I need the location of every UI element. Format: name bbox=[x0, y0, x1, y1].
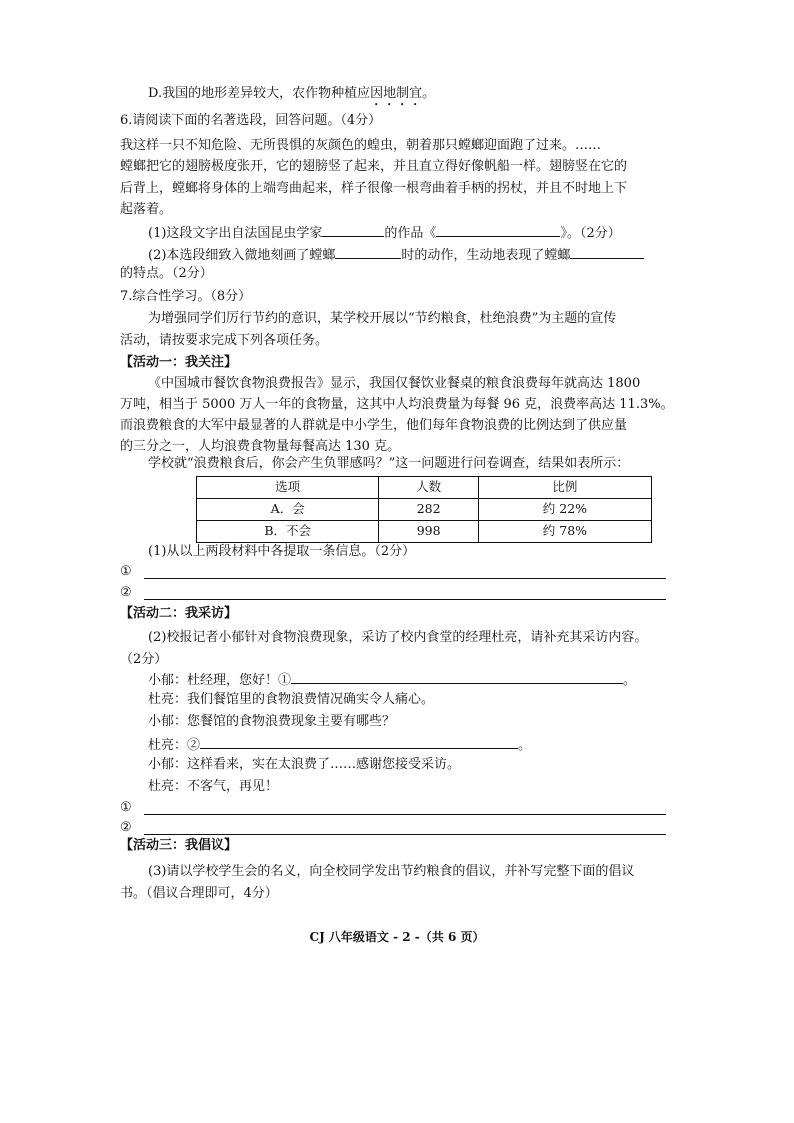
table-header: 人数 bbox=[379, 477, 478, 499]
answer-blank-action[interactable] bbox=[335, 245, 401, 259]
table-row bbox=[197, 499, 652, 521]
answer-line-3[interactable]: ① bbox=[120, 800, 140, 817]
q6-title: 6.请阅读下面的名著选段，回答问题。（4分） bbox=[120, 113, 382, 128]
q6-sub2-cont: 的特点。（2分） bbox=[120, 266, 213, 281]
q6-passage-line: 我这样一只不知危险、无所畏惧的灰颜色的蝗虫，朝着那只螳螂迎面跑了过来。…… bbox=[120, 138, 602, 153]
survey-intro: 学校就“浪费粮食后，你会产生负罪感吗？”这一问题进行问卷调查，结果如表所示： bbox=[148, 456, 630, 471]
table-header-row bbox=[197, 477, 652, 499]
answer-blank-dialog-1[interactable] bbox=[291, 670, 623, 684]
task-three-cont: 书。（倡议合理即可，4分） bbox=[120, 886, 278, 901]
task-one: (1)从以上两段材料中各提取一条信息。（2分） bbox=[148, 544, 416, 559]
activity-two-heading: 【活动二：我采访】 bbox=[120, 606, 238, 621]
table-cell: 282 bbox=[379, 499, 478, 521]
material-line: 而浪费粮食的大军中最显著的人群就是中小学生，他们每年食物浪费的比例达到了供应量 bbox=[120, 418, 628, 433]
table-row bbox=[197, 521, 652, 543]
table-cell: B．不会 bbox=[197, 521, 379, 543]
dialog-line: 小郁：杜经理，您好！① 。 bbox=[148, 670, 636, 690]
q7-intro-line: 活动，请按要求完成下列各项任务。 bbox=[120, 333, 329, 348]
dialog-line: 杜亮：我们餐馆里的食物浪费情况确实令人痛心。 bbox=[148, 692, 435, 707]
task-three: (3)请以学校学生会的名义，向全校同学发出节约粮食的倡议，并补写完整下面的倡议 bbox=[148, 864, 635, 879]
activity-one-heading: 【活动一：我关注】 bbox=[120, 355, 238, 370]
material-line: 的三分之一，人均浪费食物量每餐高达 130 克。 bbox=[120, 439, 401, 454]
survey-table bbox=[196, 476, 652, 543]
task-two: (2)校报记者小郁针对食物浪费现象，采访了校内食堂的经理杜亮，请补充其采访内容。 bbox=[148, 630, 648, 645]
q6-sub2: (2)本选段细致入微地刻画了螳螂 时的动作，生动地表现了螳螂 bbox=[148, 245, 644, 265]
table-header: 比例 bbox=[478, 477, 651, 499]
answer-blank-book[interactable] bbox=[436, 223, 560, 237]
material-line: 万吨，相当于 5000 万人一年的食物量，这其中人均浪费量为每餐 96 克，浪费率高达 11.3%。 bbox=[120, 397, 674, 412]
table-cell: 998 bbox=[379, 521, 478, 543]
answer-blank-trait[interactable] bbox=[570, 245, 644, 259]
q7-title: 7.综合性学习。（8分） bbox=[120, 289, 252, 304]
q5-option-d: D.我国的地形差异较大，农作物种植应因地制宜。 bbox=[148, 86, 436, 101]
material-line: 《中国城市餐饮食物浪费报告》显示，我国仅餐饮业餐桌的粮食浪费每年就高达 1800 bbox=[148, 376, 641, 391]
q6-passage-line: 后背上，螳螂将身体的上端弯曲起来，样子很像一根弯曲着手柄的拐杖，并且不时地上下 bbox=[120, 181, 628, 196]
dialog-line: 小郁：这样看来，实在太浪费了……感谢您接受采访。 bbox=[148, 757, 461, 772]
dialog-line: 小郁：您餐馆的食物浪费现象主要有哪些？ bbox=[148, 714, 396, 729]
answer-line-2[interactable]: ② bbox=[120, 585, 140, 602]
dialog-line: 杜亮：② 。 bbox=[148, 735, 531, 755]
q6-sub1: (1)这段文字出自法国昆虫学家 的作品《 》。（2分） bbox=[148, 223, 621, 243]
answer-blank-author[interactable] bbox=[322, 223, 384, 237]
dotted-phrase: 因地制宜 bbox=[370, 86, 423, 101]
answer-line-1[interactable]: ① bbox=[120, 564, 140, 581]
task-two-cont: （2分） bbox=[120, 652, 168, 667]
table-cell: 约 22% bbox=[478, 499, 651, 521]
q6-passage-line: 螳螂把它的翅膀极度张开，它的翅膀竖了起来，并且直立得好像帆船一样。翅膀竖在它的 bbox=[120, 159, 628, 174]
table-cell: 约 78% bbox=[478, 521, 651, 543]
activity-three-heading: 【活动三：我倡议】 bbox=[120, 838, 238, 853]
table-header: 选项 bbox=[197, 477, 379, 499]
answer-line-4[interactable]: ② bbox=[120, 820, 140, 837]
table-cell: A．会 bbox=[197, 499, 379, 521]
page-footer: CJ 八年级语文 - 2 -（共 6 页） bbox=[309, 930, 485, 944]
dialog-line: 杜亮：不客气，再见！ bbox=[148, 779, 279, 794]
q7-intro-line: 为增强同学们厉行节约的意识，某学校开展以“节约粮食，杜绝浪费”为主题的宣传 bbox=[148, 311, 617, 326]
answer-blank-dialog-2[interactable] bbox=[200, 735, 518, 749]
q6-passage-line: 起落着。 bbox=[120, 202, 173, 217]
